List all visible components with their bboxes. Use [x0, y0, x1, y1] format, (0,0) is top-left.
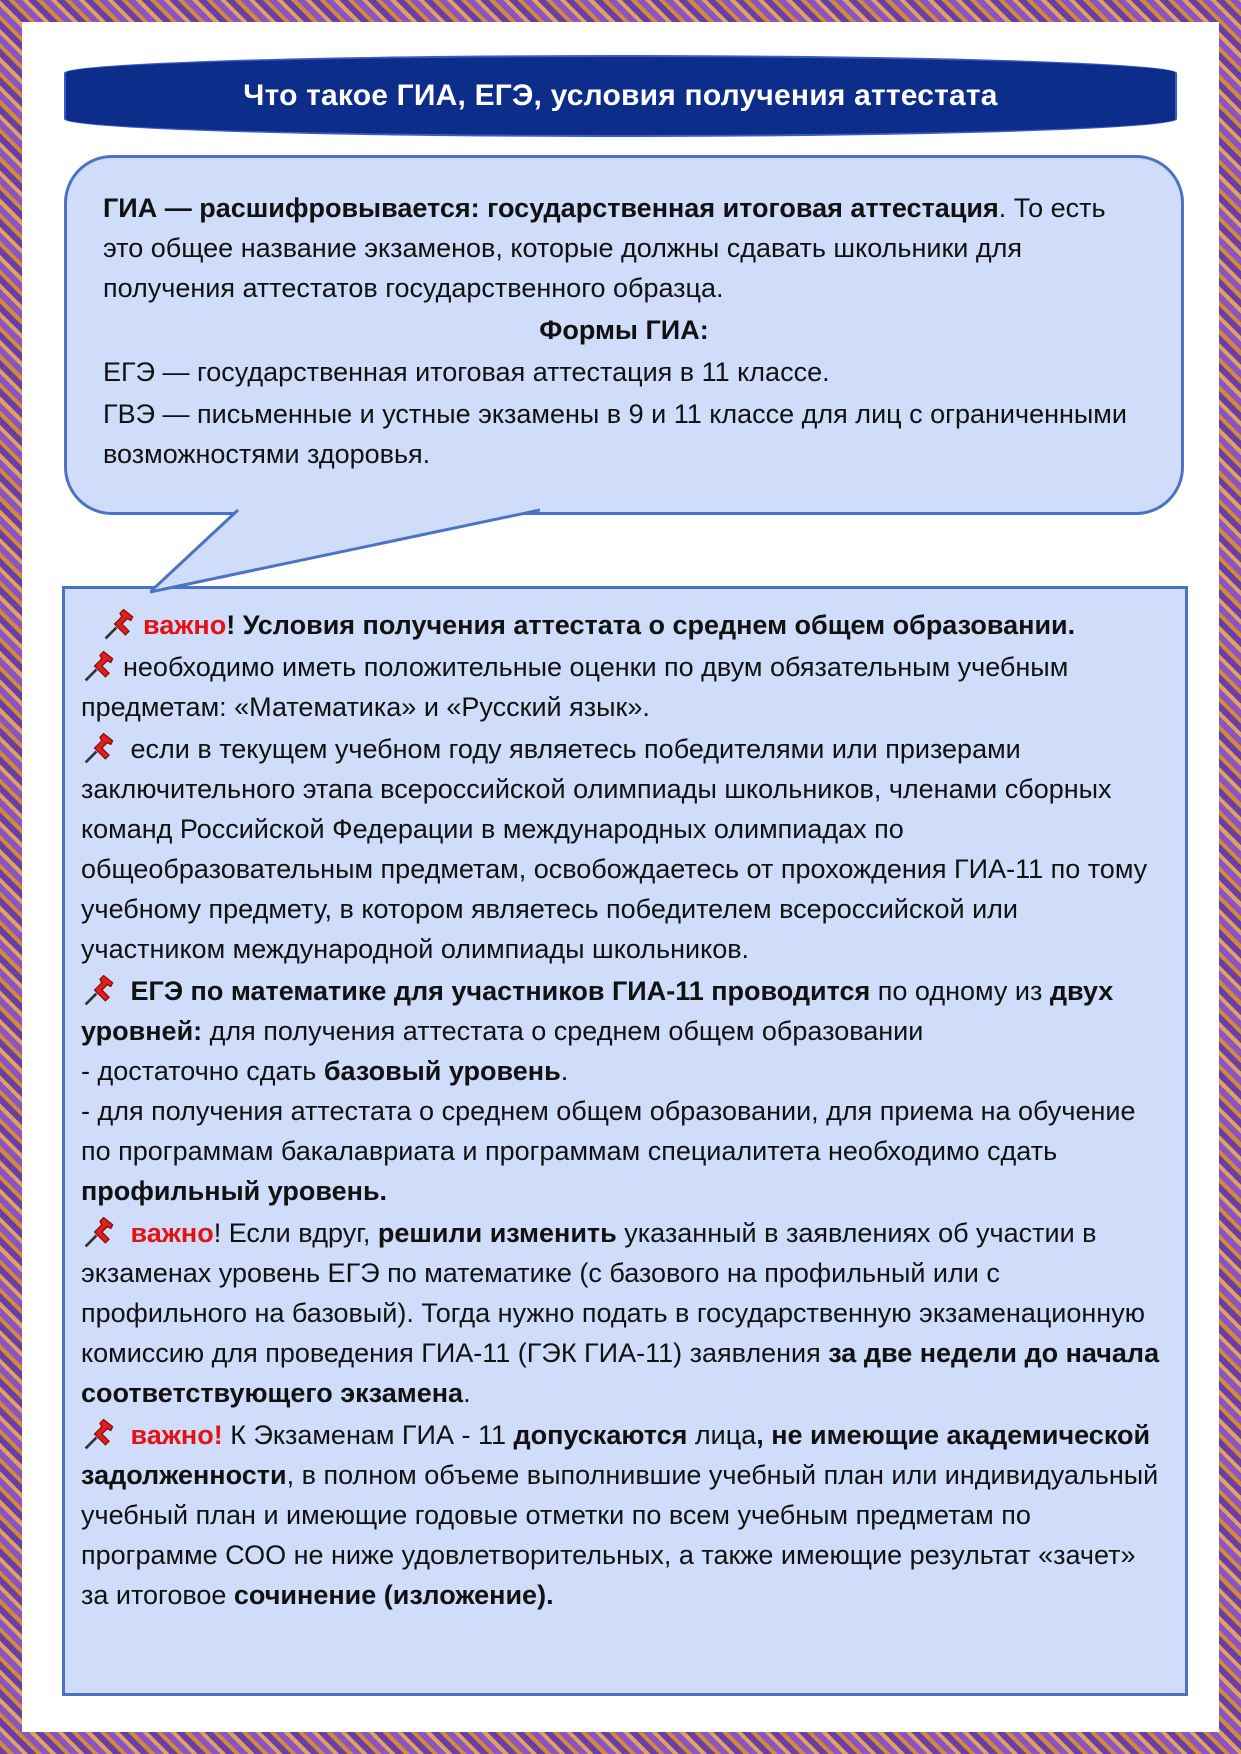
attestation-conditions-box	[62, 586, 1188, 1696]
conditions-heading	[81, 605, 1165, 645]
profile-level-bold: профильный уровень.	[81, 1176, 388, 1206]
change-level-text-2: указанный в заявлениях об участии в экзаменах уровень ЕГЭ по математике (с базового на профильный или с профильного на базовый). Тогда нужно подать в государственную экзаменационную комиссию для проведения ГИА-11 (ГЭК ГИА-11) заявления	[81, 1218, 1145, 1368]
important-label-3: важно!	[130, 1420, 223, 1450]
change-level-text-1: ! Если вдруг,	[213, 1218, 378, 1248]
admission-text-1: К Экзаменам ГИА - 11	[222, 1420, 514, 1450]
page-title: Что такое ГИА, ЕГЭ, условия получения аттестата	[64, 55, 1177, 137]
callout-tail	[150, 508, 540, 596]
pushpin-icon	[101, 606, 139, 642]
ege-line: ЕГЭ — государственная итоговая аттестация в 11 классе.	[103, 357, 830, 387]
forms-heading-text: Формы ГИА:	[539, 315, 709, 345]
gia-definition-text: . То есть это общее название экзаменов, которые должны сдавать школьники для получения аттестатов государственного образца.	[103, 193, 1106, 303]
change-level-bold-2: за две недели до начала соответствующего экзамена	[81, 1338, 1160, 1408]
condition-olympiad	[81, 729, 1165, 969]
profile-level-text: - для получения аттестата о среднем общем образовании, для приема на обучение по программам бакалавриата и программам специалитета необходимо сдать	[81, 1096, 1136, 1166]
base-level-bold: базовый уровень	[323, 1056, 561, 1086]
gia-definition-bold: ГИА — расшифровывается: государственная итоговая аттестация	[103, 193, 999, 223]
important-label-1: важно	[143, 610, 227, 640]
pushpin-icon	[81, 1214, 119, 1250]
gve-line: ГВЭ — письменные и устные экзамены в 9 и 11 классе для лиц с ограниченными возможностями здоровья.	[103, 399, 1127, 469]
important-label-2: важно	[130, 1218, 214, 1248]
math-levels-bold-2: двух уровней:	[81, 976, 1114, 1046]
conditions-heading-text: ! Условия получения аттестата о среднем общем образовании.	[226, 610, 1076, 640]
base-level-text: - достаточно сдать	[81, 1056, 324, 1086]
condition-olympiad-text: если в текущем учебном году являетесь победителями или призерами заключительного этапа всероссийской олимпиады школьников, членами сборных команд Российской Федерации в международных олимпиадах по общеобразовательным предметам, освобождаетесь от прохождения ГИА-11 по тому учебному предмету, в котором являетесь победителем всероссийской или участником международной олимпиады школьников.	[81, 734, 1148, 964]
condition-admission	[81, 1415, 1165, 1615]
admission-text-2: лица	[687, 1420, 757, 1450]
condition-change-level	[81, 1213, 1165, 1413]
base-level-end: .	[560, 1056, 569, 1086]
pushpin-icon	[81, 972, 119, 1008]
condition-math-levels	[81, 971, 1165, 1211]
condition-grades	[81, 647, 1165, 727]
admission-bold-2: , не имеющие академической задолженности	[81, 1420, 1151, 1490]
math-levels-text-2: для получения аттестата о среднем общем образовании	[202, 1016, 924, 1046]
condition-grades-text: необходимо иметь положительные оценки по двум обязательным учебным предметам: «Математика» и «Русский язык».	[81, 652, 1069, 722]
forms-heading	[103, 310, 1145, 350]
pushpin-icon	[81, 1416, 119, 1452]
math-levels-text-1: по одному из	[870, 976, 1050, 1006]
admission-bold-3: сочинение (изложение).	[233, 1580, 554, 1610]
admission-bold-1: допускаются	[513, 1420, 688, 1450]
gia-definition	[103, 188, 1145, 308]
gia-definition-callout	[64, 155, 1184, 515]
change-level-bold-1: решили изменить	[377, 1218, 617, 1248]
change-level-end: .	[463, 1378, 471, 1408]
pushpin-icon	[81, 730, 119, 766]
math-levels-bold-1: ЕГЭ по математике для участников ГИА-11 проводится	[130, 976, 871, 1006]
admission-text-3: , в полном объеме выполнившие учебный план или индивидуальный учебный план и имеющие годовые отметки по всем учебным предметам по программе СОО не ниже удовлетворительных, а также имеющие результат «зачет» за итоговое	[81, 1460, 1159, 1610]
pushpin-icon	[81, 648, 119, 684]
